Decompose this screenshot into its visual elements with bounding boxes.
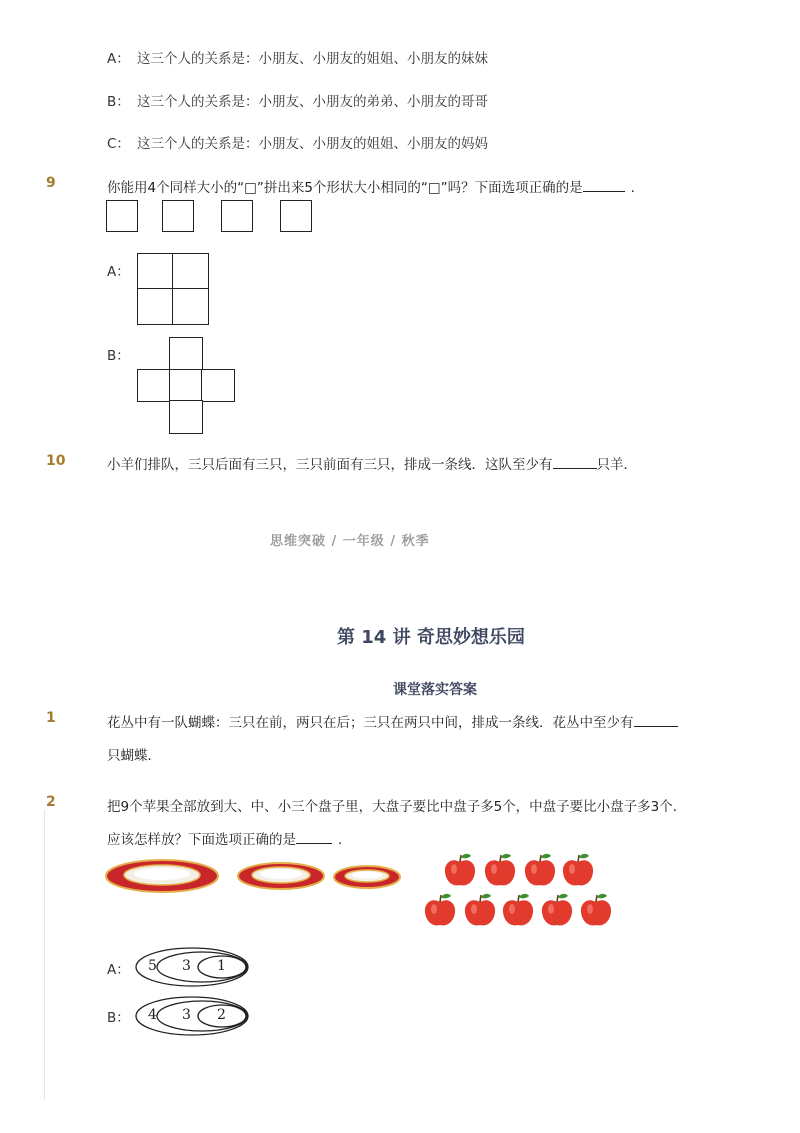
section-subtitle: 课堂落实答案 <box>393 682 477 698</box>
margin-line <box>44 810 45 1100</box>
square-shape <box>169 337 203 371</box>
a2-option-b-label[interactable]: B： <box>107 1010 130 1026</box>
apple-icon <box>563 854 593 886</box>
apple-icon <box>425 894 455 926</box>
apple-icon <box>445 854 475 886</box>
a2-option-a-label[interactable]: A： <box>107 962 130 978</box>
apples-illustration <box>420 848 620 932</box>
q9-option-b-label[interactable]: B： <box>107 348 130 364</box>
medium-plate-value: 3 <box>182 958 191 974</box>
answer-blank[interactable] <box>583 177 625 192</box>
small-plate-value: 1 <box>217 958 226 974</box>
square-shape <box>137 288 174 325</box>
question-body: 小羊们排队，三只后面有三只，三只前面有三只，排成一条线．这队至少有 <box>107 457 553 473</box>
option-text: 这三个人的关系是：小朋友、小朋友的姐姐、小朋友的妹妹 <box>137 51 488 67</box>
option-text: 这三个人的关系是：小朋友、小朋友的弟弟、小朋友的哥哥 <box>137 94 488 110</box>
large-plate-value: 5 <box>148 958 157 974</box>
question-text: 把9个苹果全部放到大、中、小三个盘子里，大盘子要比中盘子多5个，中盘子要比小盘子多3个． <box>107 799 687 815</box>
answer-blank[interactable] <box>634 712 678 727</box>
q8-option-a[interactable] <box>107 47 488 67</box>
apple-icon <box>465 894 495 926</box>
option-label: C： <box>107 136 130 152</box>
a2-option-a-figure <box>134 946 252 988</box>
apple-icon <box>503 894 533 926</box>
question-number: 9 <box>46 175 56 191</box>
question-number: 10 <box>46 453 66 469</box>
option-label: B： <box>107 94 130 110</box>
option-label: A： <box>107 51 130 67</box>
page-footer: 思维突破 / 一年级 / 秋季 <box>270 534 430 549</box>
answer-blank[interactable] <box>296 829 332 844</box>
question-suffix: . <box>630 180 635 196</box>
square-shape <box>162 200 194 232</box>
small-plate <box>334 866 400 888</box>
square-shape <box>172 288 209 325</box>
medium-plate-value: 3 <box>182 1007 191 1023</box>
square-shape <box>280 200 312 232</box>
question-body: 你能用4个同样大小的“□”拼出来5个形状大小相同的“□”吗？下面选项正确的是 <box>107 180 583 196</box>
square-shape <box>169 400 203 434</box>
question-text-continued: 只蝴蝶． <box>107 748 161 764</box>
lesson-title: 第 14 讲 奇思妙想乐园 <box>337 627 525 648</box>
question-body: 应该怎样放？下面选项正确的是 <box>107 832 296 848</box>
a2-option-b-figure <box>134 995 252 1037</box>
apple-icon <box>581 894 611 926</box>
question-suffix: 只羊． <box>596 457 637 473</box>
question-number: 1 <box>46 710 56 726</box>
medium-plate <box>238 863 324 889</box>
square-shape <box>172 253 209 290</box>
square-shape <box>106 200 138 232</box>
q9-option-a-label[interactable]: A： <box>107 264 130 280</box>
question-text-continued <box>107 828 342 848</box>
answer-blank[interactable] <box>553 454 597 469</box>
question-body: 花丛中有一队蝴蝶：三只在前，两只在后；三只在两只中间，排成一条线．花丛中至少有 <box>107 715 634 731</box>
square-shape <box>169 369 203 402</box>
q8-option-c[interactable] <box>107 132 488 152</box>
large-plate <box>106 860 218 892</box>
question-number: 2 <box>46 794 56 810</box>
apple-icon <box>542 894 572 926</box>
q8-option-b[interactable] <box>107 90 488 110</box>
small-plate-value: 2 <box>217 1007 226 1023</box>
apple-icon <box>485 854 515 886</box>
question-suffix: . <box>338 832 343 848</box>
square-shape <box>137 369 171 402</box>
square-shape <box>221 200 253 232</box>
plates-illustration <box>104 852 404 902</box>
square-shape <box>201 369 235 402</box>
option-text: 这三个人的关系是：小朋友、小朋友的姐姐、小朋友的妈妈 <box>137 136 488 152</box>
question-text <box>107 453 637 473</box>
question-text <box>107 711 678 731</box>
large-plate-value: 4 <box>148 1007 157 1023</box>
question-text <box>107 176 635 196</box>
apple-icon <box>525 854 555 886</box>
square-shape <box>137 253 174 290</box>
